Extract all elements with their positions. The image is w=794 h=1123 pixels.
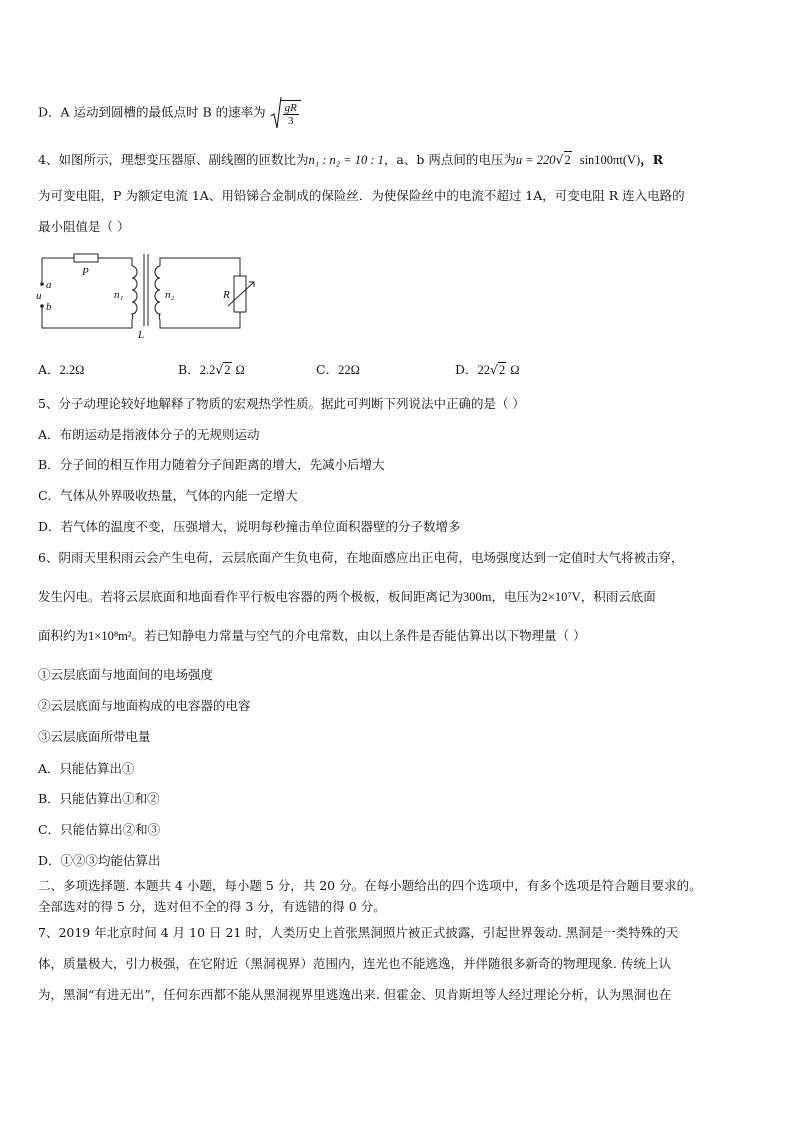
q7-line-2: 体，质量极大，引力极强，在它附近（黑洞视界）范围内，连光也不能逃逸，并伴随很多新奇的物理现象. 传统上认 xyxy=(38,956,671,971)
q6-item-3: ③云层底面所带电量 xyxy=(38,729,151,744)
q6-item-1: ①云层底面与地面间的电场强度 xyxy=(38,667,214,682)
q6-text: 面积约为 xyxy=(38,628,89,643)
q6-text: 。若已知静电力常量与空气的介电常数，由以上条件是否能估算出以下物理量（ ） xyxy=(131,628,586,643)
secondary-coil xyxy=(155,266,160,320)
q6-option-b: B．只能估算出①和② xyxy=(38,791,160,806)
q4-line-2: 为可变电阻，P 为额定电流 1A、用铅锑合金制成的保险丝．为使保险丝中的电流不超过 1A，可变电阻 R 连入电路的 xyxy=(38,188,685,203)
q4-voltage: u = 220 xyxy=(515,153,556,167)
option-letter: C． xyxy=(316,362,339,377)
q6-option-a: A．只能估算出① xyxy=(38,761,135,776)
label-p: P xyxy=(82,266,89,278)
q4-text: ，R xyxy=(640,152,664,167)
option-value: 22Ω xyxy=(338,363,360,377)
q6-option-d: D．①②③均能估算出 xyxy=(38,853,161,868)
q6-voltage: 2×10⁷V xyxy=(541,590,581,604)
q6-text: 发生闪电。若将云层底面和地面看作平行板电容器的两个极板，板间距离记为 xyxy=(38,589,464,604)
q7-line-3: 为，黑洞“有进无出”，任何东西都不能从黑洞视界里逃逸出来. 但霍金、贝肯斯坦等人经过理论分析，认为黑洞也在 xyxy=(38,987,672,1002)
q4-voltage-root: 2 xyxy=(564,153,571,167)
option-unit: Ω xyxy=(235,363,245,377)
variable-resistor xyxy=(234,276,246,312)
label-n1: n₁ xyxy=(114,289,124,301)
q3-option-d-formula xyxy=(270,96,301,130)
q4-option-a xyxy=(38,360,84,378)
option-letter: D． xyxy=(455,362,478,377)
q4-option-c xyxy=(316,360,360,378)
q3-option-d-text: D．A 运动到圆槽的最低点时 B 的速率为 xyxy=(38,104,266,120)
label-b: b xyxy=(46,301,52,313)
section-2-heading-1: 二、多项选择题. 本题共 4 小题，每小题 5 分，共 20 分。在每小题给出的四个选项中，有多个选项是符合题目要求的。 xyxy=(38,878,702,893)
section-2-heading-2: 全部选对的得 5 分，选对但不全的得 3 分，有选错的得 0 分。 xyxy=(38,899,386,914)
q3-option-d xyxy=(38,96,301,130)
q5-option-d: D．若气体的温度不变，压强增大，说明每秒撞击单位面积器壁的分子数增多 xyxy=(38,519,461,534)
q6-option-c: C．只能估算出②和③ xyxy=(38,822,161,837)
q6-line-2 xyxy=(38,589,656,605)
q4-voltage-func: sin100πt(V) xyxy=(579,153,641,167)
label-a: a xyxy=(46,279,52,291)
transformer-circuit-diagram xyxy=(34,246,264,342)
q6-line-1: 6、阴雨天里积雨云会产生电荷，云层底面产生负电荷，在地面感应出正电荷，电场强度达到一定值时大气将被击穿， xyxy=(38,550,684,565)
q6-distance: 300m xyxy=(463,590,492,604)
option-unit: Ω xyxy=(510,363,520,377)
option-root: 2 xyxy=(224,363,231,377)
q7-line-1: 7、2019 年北京时间 4 月 10 日 21 时，人类历史上首张黑洞照片被正式披露，引起世界轰动. 黑洞是一类特殊的天 xyxy=(38,925,679,940)
label-u: u xyxy=(36,290,42,302)
option-value: 2.2Ω xyxy=(59,363,85,377)
q4-text: 4、如图所示，理想变压器原、副线圈的匝数比为 xyxy=(38,152,309,167)
q4-text: ，a、b 两点间的电压为 xyxy=(383,152,516,167)
q6-text: ，电压为 xyxy=(491,589,542,604)
q5-option-b: B．分子间的相互作用力随着分子间距离的增大，先减小后增大 xyxy=(38,457,385,472)
q6-text: ，积雨云底面 xyxy=(580,589,656,604)
option-letter: A． xyxy=(38,362,60,377)
q4-line-3: 最小阻值是（ ） xyxy=(38,219,130,234)
q4-option-b: B．2.2√2 Ω xyxy=(178,362,245,377)
q6-area: 1×10⁸m² xyxy=(88,629,132,643)
option-value: 2.2 xyxy=(199,363,216,377)
option-root: 2 xyxy=(499,363,506,377)
formula-denominator: 3 xyxy=(288,114,294,127)
q4-turn-ratio: n₁ : n₂ = 10 : 1 xyxy=(308,153,384,167)
q5-option-a: A．布朗运动是指液体分子的无规则运动 xyxy=(38,427,260,442)
q4-option-d: D．22√2 Ω xyxy=(455,362,520,377)
label-l: L xyxy=(138,329,145,341)
label-n2: n₂ xyxy=(165,289,175,301)
option-value: 22 xyxy=(477,363,491,377)
formula-numerator: gR xyxy=(284,101,297,114)
q5-option-c: C．气体从外界吸收热量，气体的内能一定增大 xyxy=(38,488,298,503)
q5-stem: 5、分子动理论较好地解释了物质的宏观热学性质。据此可判断下列说法中正确的是（ ） xyxy=(38,396,525,411)
primary-coil xyxy=(132,266,137,320)
option-letter: B． xyxy=(178,362,200,377)
q6-item-2: ②云层底面与地面构成的电容器的电容 xyxy=(38,698,251,713)
q4-line-1: 4、如图所示，理想变压器原、副线圈的匝数比为n₁ : n₂ = 10 : 1，a、b 两点间的电压为u = 220√2 sin100πt(V)，R xyxy=(38,152,664,167)
label-r: R xyxy=(223,289,230,301)
q6-line-3 xyxy=(38,628,586,644)
fuse-p xyxy=(74,254,98,262)
